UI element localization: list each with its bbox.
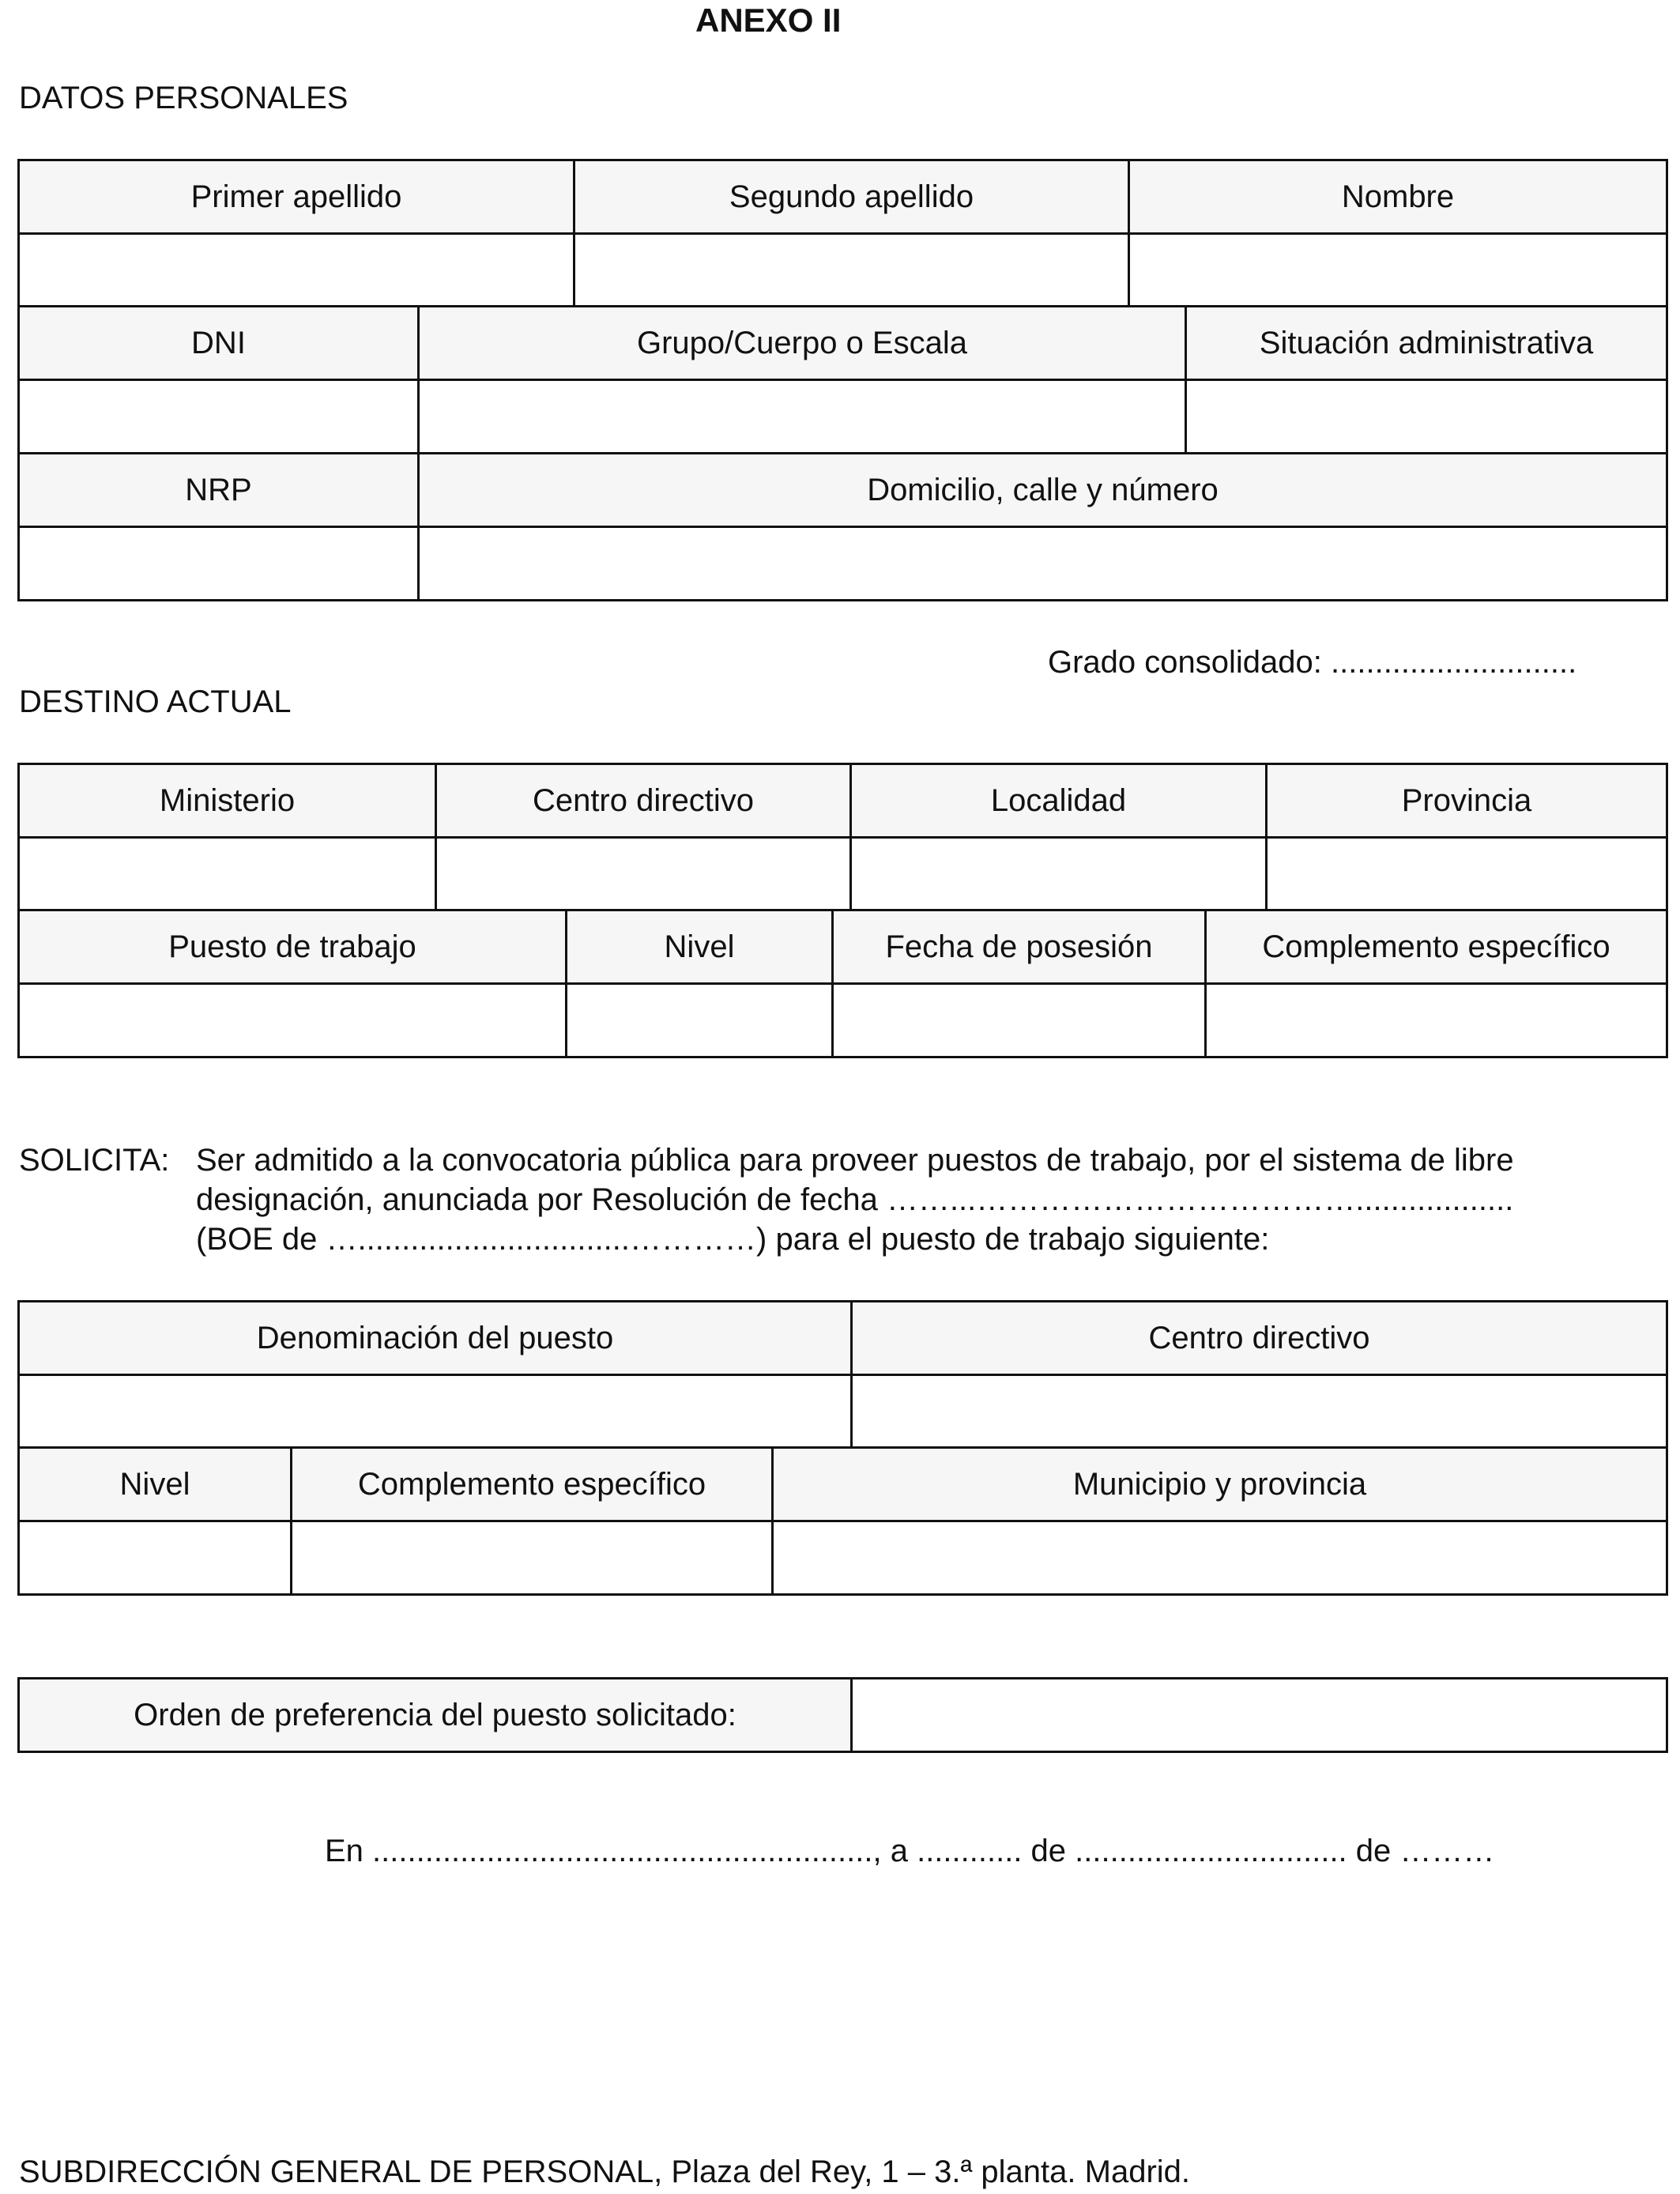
field-fecha-de-posesion[interactable] (833, 984, 1206, 1057)
header-domicilio: Domicilio, calle y número (419, 454, 1667, 527)
field-centro-directivo-solicitado[interactable] (852, 1375, 1667, 1449)
field-puesto-de-trabajo[interactable] (19, 984, 567, 1057)
field-municipio-y-provincia[interactable] (773, 1521, 1667, 1595)
header-primer-apellido: Primer apellido (19, 160, 574, 234)
field-complemento-especifico[interactable] (1206, 984, 1667, 1057)
solicita-label: SOLICITA: (19, 1143, 170, 1178)
field-nrp[interactable] (19, 527, 419, 601)
field-provincia[interactable] (1267, 838, 1667, 911)
section-heading-datos-personales: DATOS PERSONALES (19, 81, 348, 115)
header-centro-directivo-solicitado: Centro directivo (852, 1302, 1667, 1375)
footer-address: SUBDIRECCIÓN GENERAL DE PERSONAL, Plaza del Rey, 1 – 3.ª planta. Madrid. (19, 2154, 1191, 2189)
header-nombre: Nombre (1129, 160, 1667, 234)
header-localidad: Localidad (851, 764, 1267, 838)
field-nombre[interactable] (1129, 234, 1667, 307)
header-centro-directivo: Centro directivo (436, 764, 851, 838)
field-domicilio[interactable] (419, 527, 1667, 601)
solicita-line-2: designación, anunciada por Resolución de fecha ……...……………………………….................. (196, 1182, 1514, 1217)
header-municipio-y-provincia: Municipio y provincia (773, 1448, 1667, 1521)
field-denominacion-del-puesto[interactable] (19, 1375, 852, 1449)
header-provincia: Provincia (1267, 764, 1667, 838)
header-dni: DNI (19, 307, 419, 380)
field-dni[interactable] (19, 380, 419, 454)
header-situacion-administrativa: Situación administrativa (1186, 307, 1667, 380)
grado-consolidado-line: Grado consolidado: ............................ (1048, 645, 1577, 680)
lugar-fecha-line: En ........................................................., a ............ de ............................... de ……… (325, 1834, 1495, 1868)
header-grupo-cuerpo-escala: Grupo/Cuerpo o Escala (419, 307, 1186, 380)
header-puesto-de-trabajo: Puesto de trabajo (19, 910, 567, 984)
header-ministerio: Ministerio (19, 764, 436, 838)
header-complemento-especifico: Complemento específico (1206, 910, 1667, 984)
solicita-line-3: (BOE de …...............................…………) para el puesto de trabajo siguiente: (196, 1222, 1270, 1257)
page-title: ANEXO II (695, 2, 842, 39)
field-situacion-administrativa[interactable] (1186, 380, 1667, 454)
header-complemento-especifico-solicitado: Complemento específico (292, 1448, 773, 1521)
section-heading-destino-actual: DESTINO ACTUAL (19, 684, 292, 719)
field-grupo-cuerpo-escala[interactable] (419, 380, 1186, 454)
orden-preferencia-label: Orden de preferencia del puesto solicitado: (19, 1679, 852, 1752)
datos-personales-table-a (17, 159, 1668, 308)
field-centro-directivo[interactable] (436, 838, 851, 911)
destino-actual-table-a (17, 763, 1668, 912)
solicita-line-1: Ser admitido a la convocatoria pública para proveer puestos de trabajo, por el sistema de libre (196, 1143, 1514, 1178)
field-nivel-solicitado[interactable] (19, 1521, 292, 1595)
puesto-solicitado-table-b (17, 1446, 1668, 1596)
field-segundo-apellido[interactable] (574, 234, 1129, 307)
field-nivel[interactable] (567, 984, 833, 1057)
header-nrp: NRP (19, 454, 419, 527)
field-localidad[interactable] (851, 838, 1267, 911)
datos-personales-table-c (17, 452, 1668, 601)
header-fecha-de-posesion: Fecha de posesión (833, 910, 1206, 984)
puesto-solicitado-table-a (17, 1300, 1668, 1449)
header-denominacion-del-puesto: Denominación del puesto (19, 1302, 852, 1375)
orden-preferencia-table (17, 1677, 1668, 1753)
datos-personales-table-b (17, 305, 1668, 454)
destino-actual-table-b (17, 909, 1668, 1058)
header-segundo-apellido: Segundo apellido (574, 160, 1129, 234)
orden-preferencia-field[interactable] (852, 1679, 1667, 1752)
field-ministerio[interactable] (19, 838, 436, 911)
header-nivel-solicitado: Nivel (19, 1448, 292, 1521)
field-complemento-especifico-solicitado[interactable] (292, 1521, 773, 1595)
field-primer-apellido[interactable] (19, 234, 574, 307)
header-nivel: Nivel (567, 910, 833, 984)
